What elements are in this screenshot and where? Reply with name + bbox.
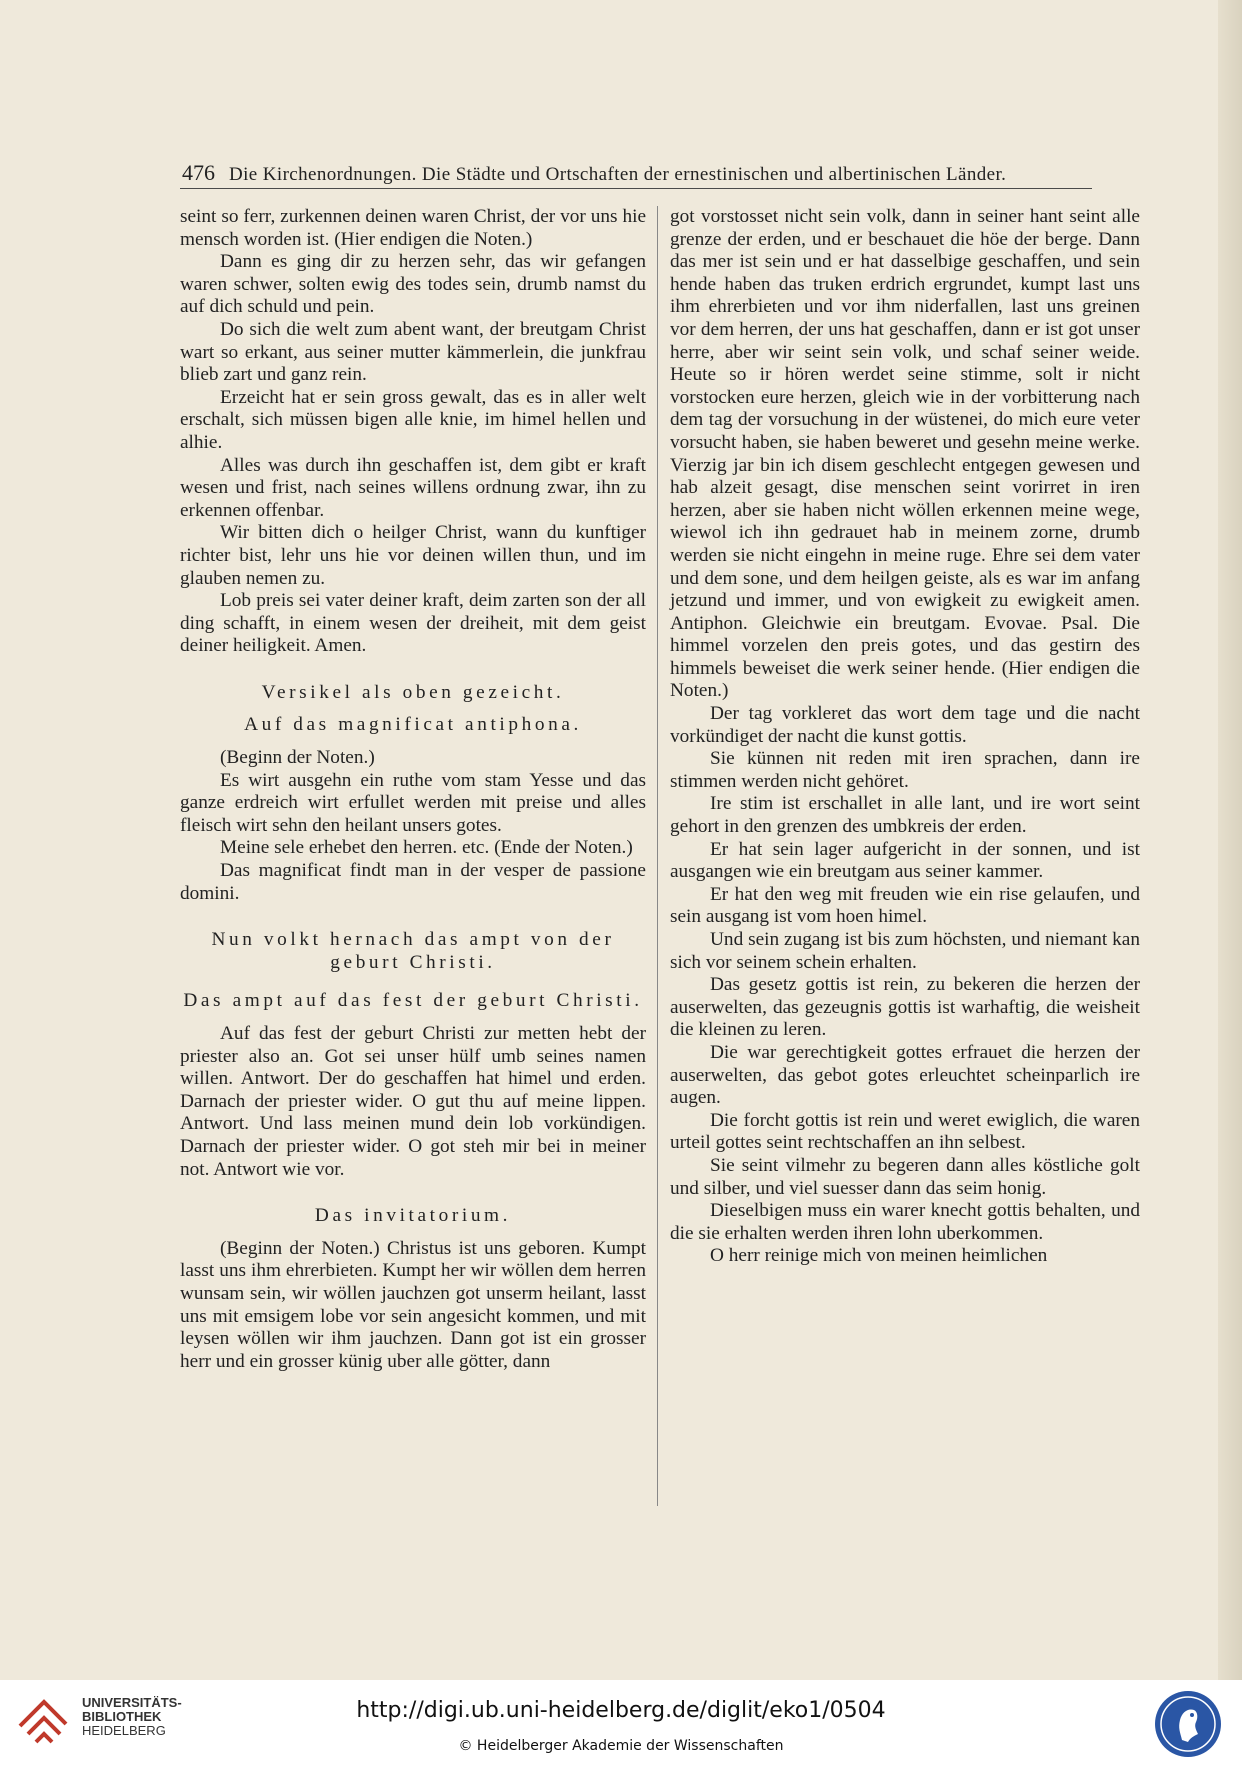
book-spine-edge (1218, 0, 1242, 1680)
paragraph: Das magnificat findt man in der vesper de passione domini. (180, 860, 646, 904)
paragraph: (Beginn der Noten.) (220, 747, 375, 769)
section-heading: Auf das magnificat antiphona. (244, 714, 582, 736)
header-rule (180, 188, 1092, 189)
left-column (180, 206, 646, 1373)
paragraph: Und sein zugang ist bis zum höchsten, und niemant kan sich vor seinem schein erhalten. (670, 929, 1140, 973)
paragraph: Meine sele erhebet den herren. etc. (Ende der Noten.) (220, 837, 633, 859)
paragraph: Er hat den weg mit freuden wie ein rise gelaufen, und sein ausgang ist vom hoen himel. (670, 883, 1140, 928)
library-name: UNIVERSITÄTS- BIBLIOTHEK HEIDELBERG (82, 1695, 182, 1738)
section-heading: Das ampt auf das fest der geburt Christi. (183, 990, 643, 1012)
column-divider (657, 206, 658, 1506)
paragraph: Die forcht gottis ist rein und weret ewiglich, die waren urteil gottes seint rechtschaffen an ihn selbest. (670, 1109, 1140, 1154)
paragraph: Dann es ging dir zu herzen sehr, das wir gefangen waren schwer, solten ewig des todes sein, drumb namst du auf dich schuld und pein. (180, 251, 646, 318)
paragraph: Sie künnen nit reden mit iren sprachen, dann ire stimmen werden nicht gehöret. (670, 748, 1140, 792)
paragraph: Alles was durch ihn geschaffen ist, dem gibt er kraft wesen und frist, nach seines willens ordnung zwar, ihn zu erkennen offenbar. (180, 454, 646, 521)
paragraph: Wir bitten dich o heilger Christ, wann du kunftiger richter bist, lehr uns hie vor deinen willen thun, und im glauben nemen zu. (180, 522, 646, 589)
page-header (182, 160, 1092, 186)
footer-bar (0, 1680, 1242, 1771)
paragraph: Sie seint vilmehr zu begeren dann alles köstliche golt und silber, und viel suesser dann das seim honig. (670, 1154, 1140, 1199)
page-number: 476 (182, 160, 215, 185)
paragraph: Ire stim ist erschallet in alle lant, und ire wort seint gehort in den grenzen des umbkreis der erden. (670, 793, 1140, 838)
section-heading: Das invitatorium. (314, 1205, 512, 1227)
paragraph: Erzeicht hat er sein gross gewalt, das es in aller welt erschalt, sich müssen bigen alle knie, im himel hellen und alhie. (180, 386, 646, 453)
paragraph: got vorstosset nicht sein volk, dann in seiner hant seint alle grenze der erden, und er beschauet die höe der berge. Dann das mer ist sein und er hat dasselbige geschaffen, und sein hende haben das truken erdrich ergrundet, kumpt last uns ihm ehrerbieten und vor ihm niderfallen, last uns greinen vor dem herren, der uns hat geschaffen, dann er ist got unser herre, aber wir seint sein volk, und schaf seiner weide. Heute so ir hören werdet seine stimme, solt ir nicht vorstocken eure herzen, gleich wie in der vorbitterung nach dem tag der vorsuchung in der wüstenei, do mich eure veter vorsucht haben, sie haben beweret und gesehn meine werke. Vierzig jar bin ich disem geschlecht entgegen gewesen und hab alzeit gesagt, dise menschen seint vorirret in iren herzen, aber sie haben nicht wöllen erkennen meine wege, wiewol ich ihn gedrauet hab in meinem zorne, drumb werden sie nicht eingehn in meine ruge. Ehre sei dem vater und dem sone, und dem heilgen geiste, als es war im anfang jetzund und immer, und von ewigkeit zu ewigkeit amen. Antiphon. Gleichwie ein breutgam. Evovae. Psal. Die himmel vorzelen den preis gotes, und das gestirn des himmels beweiset die werk seiner hende. (Hier endigen die Noten.) (670, 206, 1140, 702)
paragraph: O herr reinige mich von meinen heimlichen (710, 1245, 1048, 1267)
section-heading: Nun volkt hernach das ampt von der geburt Christi. (211, 929, 615, 973)
academy-seal-icon (1152, 1688, 1224, 1760)
paragraph: Es wirt ausgehn ein ruthe vom stam Yesse und das ganze erdreich wirt erfullet werden mit preise und alles fleisch wirt sehn den heilant unsers gotes. (180, 769, 646, 836)
running-head: Die Kirchenordnungen. Die Städte und Ortschaften der ernestinischen und albertinischen Länder. (229, 164, 1007, 185)
section-heading: Versikel als oben gezeicht. (261, 681, 565, 703)
paragraph: seint so ferr, zurkennen deinen waren Christ, der vor uns hie mensch worden ist. (Hier endigen die Noten.) (180, 206, 646, 250)
copyright-notice: © Heidelberger Akademie der Wissenschaften (458, 1738, 784, 1754)
permalink-url[interactable]: http://digi.ub.uni-heidelberg.de/diglit/eko1/0504 (356, 1698, 886, 1723)
paragraph: Die war gerechtigkeit gottes erfrauet die herzen der auserwelten, das gebot gotes erleuchtet scheinparlich ire augen. (670, 1041, 1140, 1109)
paragraph: Lob preis sei vater deiner kraft, deim zarten son der all ding schafft, in einem wesen der dreiheit, mit dem geist deiner heiligkeit. Amen. (180, 590, 646, 657)
right-column (670, 206, 1140, 1268)
paragraph: (Beginn der Noten.) Christus ist uns geboren. Kumpt lasst uns ihm ehrerbieten. Kumpt her wir wöllen dem herren wunsam sein, wir wöllen jauchzen got unserm heilant, lasst uns mit emsigem lobe vor sein angesicht kommen, und mit leysen wöllen wir ihm jauchzen. Dann got ist ein grosser herr und ein grosser künig uber alle götter, dann (180, 1237, 646, 1372)
paragraph: Dieselbigen muss ein warer knecht gottis behalten, und die sie erhalten werden ihren lohn uberkommen. (670, 1200, 1140, 1244)
paragraph: Er hat sein lager aufgericht in der sonnen, und ist ausgangen wie ein breutgam aus seiner kammer. (670, 838, 1140, 883)
paragraph: Do sich die welt zum abent want, der breutgam Christ wart so erkant, aus seiner mutter kämmerlein, die junkfrau blieb zart und ganz rein. (180, 318, 646, 386)
paragraph: Auf das fest der geburt Christi zur metten hebt der priester also an. Got sei unser hülf umb seines namen willen. Antwort. Der do geschaffen hat himel und erden. Darnach der priester wider. O gut thu auf meine lippen. Antwort. Und lass meinen mund dein lob vorkündigen. Darnach der priester wider. O got steh mir bei in meiner not. Antwort wie vor. (180, 1023, 646, 1180)
paragraph: Der tag vorkleret das wort dem tage und die nacht vorkündiget der nacht die kunst gottis. (670, 703, 1140, 747)
paragraph: Das gesetz gottis ist rein, zu bekeren die herzen der auserwelten, das gezeugnis gottis ist warhaftig, die weisheit die kleinen zu leren. (670, 974, 1140, 1041)
